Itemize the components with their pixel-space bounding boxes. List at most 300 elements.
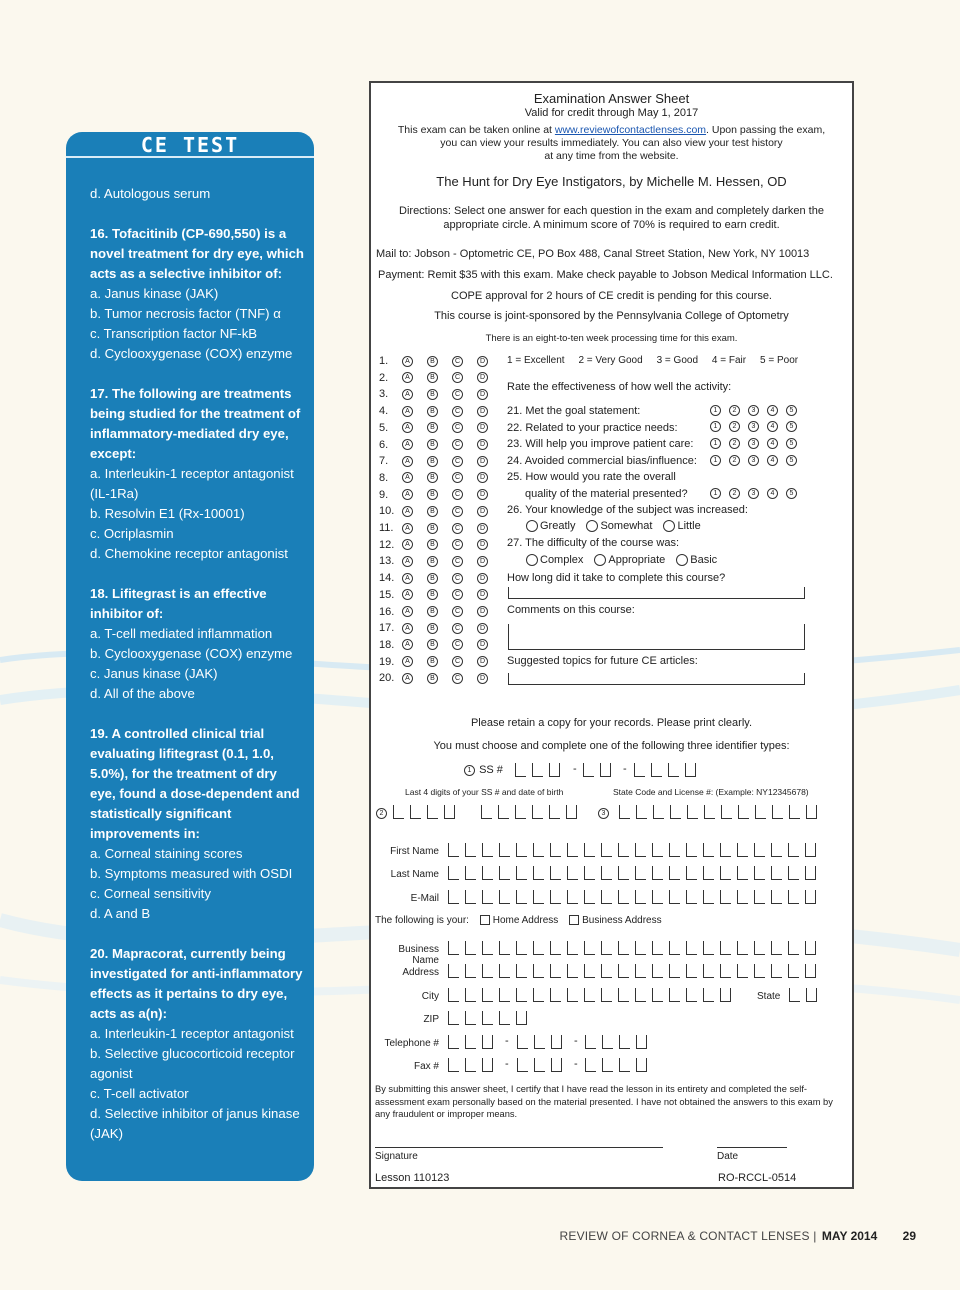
license-boxes[interactable]: [619, 805, 823, 819]
choice-radio[interactable]: [526, 520, 538, 532]
letter-box[interactable]: [465, 843, 476, 857]
address-field[interactable]: [448, 964, 822, 978]
letter-box[interactable]: [720, 890, 731, 904]
home-address-checkbox[interactable]: [480, 915, 490, 925]
letter-box[interactable]: [601, 866, 612, 880]
letter-box[interactable]: [550, 890, 561, 904]
answer-bubble-d[interactable]: D: [477, 439, 488, 450]
answer-bubble-c[interactable]: C: [452, 422, 463, 433]
answer-bubble-b[interactable]: B: [427, 523, 438, 534]
ce-option[interactable]: d. Chemokine receptor antagonist: [90, 546, 288, 561]
letter-box[interactable]: [550, 988, 561, 1002]
letter-box[interactable]: [652, 843, 663, 857]
telephone-line[interactable]: [585, 1035, 653, 1049]
rating-bubble[interactable]: 5: [786, 455, 797, 466]
ss-part-3[interactable]: [634, 763, 702, 777]
letter-box[interactable]: [669, 941, 680, 955]
letter-box[interactable]: [703, 988, 714, 1002]
rating-bubble[interactable]: 4: [767, 421, 778, 432]
ce-option[interactable]: c. Transcription factor NF-kB: [90, 326, 258, 341]
answer-bubble-d[interactable]: D: [477, 523, 488, 534]
ce-option[interactable]: a. Interleukin-1 receptor antagonist: [90, 1026, 294, 1041]
rating-bubble[interactable]: 4: [767, 405, 778, 416]
rating-bubble[interactable]: 3: [748, 421, 759, 432]
ce-option[interactable]: c. T-cell activator: [90, 1086, 189, 1101]
comments-field[interactable]: [508, 624, 805, 650]
answer-bubble-d[interactable]: D: [477, 589, 488, 600]
letter-box[interactable]: [601, 964, 612, 978]
answer-bubble-d[interactable]: D: [477, 489, 488, 500]
letter-box[interactable]: [703, 866, 714, 880]
letter-box[interactable]: [448, 890, 459, 904]
answer-bubble-b[interactable]: B: [427, 489, 438, 500]
letter-box[interactable]: [533, 964, 544, 978]
letter-box[interactable]: [448, 843, 459, 857]
answer-bubble-b[interactable]: B: [427, 389, 438, 400]
letter-box[interactable]: [771, 866, 782, 880]
letter-box[interactable]: [618, 964, 629, 978]
rating-bubble[interactable]: 1: [710, 488, 721, 499]
answer-bubble-a[interactable]: A: [402, 523, 413, 534]
answer-bubble-b[interactable]: B: [427, 422, 438, 433]
letter-box[interactable]: [533, 890, 544, 904]
choice-option[interactable]: [593, 554, 665, 566]
letter-box[interactable]: [465, 941, 476, 955]
business-name-field[interactable]: [448, 941, 822, 955]
answer-bubble-a[interactable]: A: [402, 472, 413, 483]
letter-box[interactable]: [635, 866, 646, 880]
letter-box[interactable]: [754, 843, 765, 857]
answer-bubble-c[interactable]: C: [452, 356, 463, 367]
ce-option[interactable]: d. All of the above: [90, 686, 195, 701]
suggested-field[interactable]: [508, 673, 805, 685]
letter-box[interactable]: [737, 941, 748, 955]
letter-box[interactable]: [448, 941, 459, 955]
telephone-area[interactable]: [448, 1035, 499, 1049]
letter-box[interactable]: [482, 941, 493, 955]
letter-box[interactable]: [788, 866, 799, 880]
answer-bubble-d[interactable]: D: [477, 422, 488, 433]
letter-box[interactable]: [567, 941, 578, 955]
letter-box[interactable]: [567, 890, 578, 904]
letter-box[interactable]: [652, 988, 663, 1002]
letter-box[interactable]: [686, 988, 697, 1002]
answer-bubble-d[interactable]: D: [477, 456, 488, 467]
letter-box[interactable]: [465, 988, 476, 1002]
choice-option[interactable]: [675, 554, 717, 566]
letter-box[interactable]: [669, 988, 680, 1002]
letter-box[interactable]: [533, 843, 544, 857]
letter-box[interactable]: [618, 843, 629, 857]
letter-box[interactable]: [465, 964, 476, 978]
answer-bubble-d[interactable]: D: [477, 673, 488, 684]
dob-boxes[interactable]: [481, 805, 583, 819]
letter-box[interactable]: [686, 866, 697, 880]
letter-box[interactable]: [737, 866, 748, 880]
letter-box[interactable]: [805, 941, 816, 955]
letter-box[interactable]: [499, 941, 510, 955]
letter-box[interactable]: [567, 843, 578, 857]
answer-bubble-d[interactable]: D: [477, 556, 488, 567]
zip-field[interactable]: [448, 1011, 533, 1025]
answer-bubble-c[interactable]: C: [452, 389, 463, 400]
rating-bubble[interactable]: 3: [748, 405, 759, 416]
answer-bubble-d[interactable]: D: [477, 639, 488, 650]
letter-box[interactable]: [482, 964, 493, 978]
letter-box[interactable]: [567, 964, 578, 978]
ce-option[interactable]: b. Selective glucocorticoid receptor agonist: [90, 1046, 295, 1081]
letter-box[interactable]: [635, 964, 646, 978]
id-type-2-radio[interactable]: 2: [376, 808, 387, 819]
letter-box[interactable]: [499, 988, 510, 1002]
letter-box[interactable]: [533, 988, 544, 1002]
letter-box[interactable]: [584, 941, 595, 955]
letter-box[interactable]: [686, 964, 697, 978]
letter-box[interactable]: [703, 941, 714, 955]
answer-bubble-c[interactable]: C: [452, 372, 463, 383]
letter-box[interactable]: [805, 843, 816, 857]
letter-box[interactable]: [754, 941, 765, 955]
letter-box[interactable]: [703, 843, 714, 857]
how-long-field[interactable]: [508, 587, 805, 599]
ce-option[interactable]: c. Ocriplasmin: [90, 526, 174, 541]
answer-bubble-a[interactable]: A: [402, 356, 413, 367]
answer-bubble-b[interactable]: B: [427, 456, 438, 467]
letter-box[interactable]: [771, 964, 782, 978]
letter-box[interactable]: [550, 866, 561, 880]
answer-bubble-a[interactable]: A: [402, 623, 413, 634]
letter-box[interactable]: [754, 866, 765, 880]
letter-box[interactable]: [805, 964, 816, 978]
answer-bubble-c[interactable]: C: [452, 656, 463, 667]
rating-bubble[interactable]: 2: [729, 421, 740, 432]
answer-bubble-d[interactable]: D: [477, 623, 488, 634]
rating-bubble[interactable]: 3: [748, 438, 759, 449]
letter-box[interactable]: [720, 941, 731, 955]
answer-bubble-a[interactable]: A: [402, 439, 413, 450]
answer-bubble-c[interactable]: C: [452, 623, 463, 634]
letter-box[interactable]: [601, 890, 612, 904]
answer-bubble-d[interactable]: D: [477, 389, 488, 400]
answer-bubble-b[interactable]: B: [427, 556, 438, 567]
answer-bubble-a[interactable]: A: [402, 422, 413, 433]
answer-bubble-c[interactable]: C: [452, 673, 463, 684]
choice-radio[interactable]: [676, 554, 688, 566]
answer-bubble-a[interactable]: A: [402, 506, 413, 517]
answer-bubble-d[interactable]: D: [477, 372, 488, 383]
email-field[interactable]: [448, 890, 822, 904]
answer-bubble-b[interactable]: B: [427, 573, 438, 584]
letter-box[interactable]: [482, 988, 493, 1002]
letter-box[interactable]: [499, 890, 510, 904]
fax-area[interactable]: [448, 1058, 499, 1072]
letter-box[interactable]: [482, 1011, 493, 1025]
answer-bubble-c[interactable]: C: [452, 506, 463, 517]
answer-bubble-c[interactable]: C: [452, 589, 463, 600]
id-type-1-radio[interactable]: 1: [464, 765, 475, 776]
letter-box[interactable]: [482, 843, 493, 857]
answer-bubble-a[interactable]: A: [402, 539, 413, 550]
letter-box[interactable]: [448, 1011, 459, 1025]
rating-bubble[interactable]: 2: [729, 438, 740, 449]
letter-box[interactable]: [669, 843, 680, 857]
rating-bubble[interactable]: 1: [710, 405, 721, 416]
letter-box[interactable]: [465, 890, 476, 904]
letter-box[interactable]: [805, 866, 816, 880]
letter-box[interactable]: [465, 1011, 476, 1025]
answer-bubble-b[interactable]: B: [427, 639, 438, 650]
answer-bubble-a[interactable]: A: [402, 656, 413, 667]
letter-box[interactable]: [771, 890, 782, 904]
rating-bubble[interactable]: 1: [710, 455, 721, 466]
letter-box[interactable]: [805, 890, 816, 904]
signature-line[interactable]: [375, 1147, 663, 1148]
rating-bubble[interactable]: 1: [710, 421, 721, 432]
letter-box[interactable]: [516, 988, 527, 1002]
answer-bubble-a[interactable]: A: [402, 456, 413, 467]
answer-bubble-c[interactable]: C: [452, 406, 463, 417]
answer-bubble-d[interactable]: D: [477, 539, 488, 550]
rating-bubble[interactable]: 2: [729, 455, 740, 466]
letter-box[interactable]: [601, 941, 612, 955]
ss-part-1[interactable]: [515, 763, 566, 777]
letter-box[interactable]: [516, 1011, 527, 1025]
letter-box[interactable]: [448, 988, 459, 1002]
answer-bubble-d[interactable]: D: [477, 506, 488, 517]
ce-option[interactable]: c. Corneal sensitivity: [90, 886, 211, 901]
letter-box[interactable]: [686, 890, 697, 904]
answer-bubble-c[interactable]: C: [452, 439, 463, 450]
letter-box[interactable]: [788, 843, 799, 857]
letter-box[interactable]: [788, 890, 799, 904]
choice-option[interactable]: [585, 520, 652, 532]
letter-box[interactable]: [635, 988, 646, 1002]
letter-box[interactable]: [533, 941, 544, 955]
state-field[interactable]: [789, 988, 823, 1002]
letter-box[interactable]: [788, 941, 799, 955]
letter-box[interactable]: [771, 843, 782, 857]
letter-box[interactable]: [703, 890, 714, 904]
answer-bubble-a[interactable]: A: [402, 406, 413, 417]
id-type-3-radio[interactable]: 3: [598, 808, 609, 819]
letter-box[interactable]: [703, 964, 714, 978]
answer-bubble-d[interactable]: D: [477, 573, 488, 584]
letter-box[interactable]: [652, 890, 663, 904]
business-address-checkbox[interactable]: [569, 915, 579, 925]
rating-bubble[interactable]: 2: [729, 488, 740, 499]
answer-bubble-a[interactable]: A: [402, 639, 413, 650]
letter-box[interactable]: [516, 890, 527, 904]
answer-bubble-a[interactable]: A: [402, 489, 413, 500]
telephone-prefix[interactable]: [517, 1035, 568, 1049]
ce-option[interactable]: a. Corneal staining scores: [90, 846, 243, 861]
letter-box[interactable]: [550, 941, 561, 955]
letter-box[interactable]: [499, 1011, 510, 1025]
letter-box[interactable]: [720, 866, 731, 880]
answer-bubble-b[interactable]: B: [427, 539, 438, 550]
rating-bubble[interactable]: 2: [729, 405, 740, 416]
letter-box[interactable]: [584, 964, 595, 978]
letter-box[interactable]: [771, 941, 782, 955]
letter-box[interactable]: [635, 941, 646, 955]
letter-box[interactable]: [584, 890, 595, 904]
ss-part-2[interactable]: [583, 763, 617, 777]
rating-bubble[interactable]: 4: [767, 455, 778, 466]
letter-box[interactable]: [465, 866, 476, 880]
letter-box[interactable]: [669, 964, 680, 978]
ce-option[interactable]: a. Interleukin-1 receptor antagonist (IL-1Ra): [90, 466, 294, 501]
fax-line[interactable]: [585, 1058, 653, 1072]
city-field[interactable]: [448, 988, 737, 1002]
answer-bubble-c[interactable]: C: [452, 573, 463, 584]
answer-bubble-a[interactable]: A: [402, 389, 413, 400]
letter-box[interactable]: [720, 988, 731, 1002]
answer-bubble-b[interactable]: B: [427, 372, 438, 383]
letter-box[interactable]: [618, 988, 629, 1002]
letter-box[interactable]: [737, 890, 748, 904]
choice-radio[interactable]: [586, 520, 598, 532]
answer-bubble-b[interactable]: B: [427, 472, 438, 483]
letter-box[interactable]: [499, 964, 510, 978]
answer-bubble-b[interactable]: B: [427, 673, 438, 684]
answer-bubble-c[interactable]: C: [452, 489, 463, 500]
letter-box[interactable]: [601, 843, 612, 857]
choice-option[interactable]: [525, 520, 575, 532]
rating-bubble[interactable]: 1: [710, 438, 721, 449]
answer-bubble-b[interactable]: B: [427, 623, 438, 634]
rating-bubble[interactable]: 3: [748, 488, 759, 499]
letter-box[interactable]: [720, 843, 731, 857]
rating-bubble[interactable]: 5: [786, 438, 797, 449]
letter-box[interactable]: [550, 964, 561, 978]
first-name-field[interactable]: [448, 843, 822, 857]
letter-box[interactable]: [448, 866, 459, 880]
letter-box[interactable]: [601, 988, 612, 1002]
ce-option[interactable]: d. A and B: [90, 906, 151, 921]
answer-bubble-d[interactable]: D: [477, 356, 488, 367]
answer-bubble-a[interactable]: A: [402, 556, 413, 567]
answer-bubble-b[interactable]: B: [427, 439, 438, 450]
last-name-field[interactable]: [448, 866, 822, 880]
letter-box[interactable]: [499, 843, 510, 857]
letter-box[interactable]: [618, 890, 629, 904]
letter-box[interactable]: [516, 964, 527, 978]
letter-box[interactable]: [652, 866, 663, 880]
letter-box[interactable]: [754, 964, 765, 978]
letter-box[interactable]: [669, 890, 680, 904]
letter-box[interactable]: [635, 890, 646, 904]
answer-bubble-a[interactable]: A: [402, 589, 413, 600]
answer-bubble-c[interactable]: C: [452, 523, 463, 534]
answer-bubble-d[interactable]: D: [477, 606, 488, 617]
answer-bubble-d[interactable]: D: [477, 472, 488, 483]
letter-box[interactable]: [635, 843, 646, 857]
answer-bubble-b[interactable]: B: [427, 506, 438, 517]
answer-bubble-b[interactable]: B: [427, 356, 438, 367]
ce-option[interactable]: b. Resolvin E1 (Rx-10001): [90, 506, 245, 521]
date-line[interactable]: [717, 1147, 787, 1148]
answer-bubble-a[interactable]: A: [402, 606, 413, 617]
letter-box[interactable]: [482, 866, 493, 880]
answer-bubble-c[interactable]: C: [452, 472, 463, 483]
choice-option[interactable]: [525, 554, 583, 566]
ce-option[interactable]: b. Tumor necrosis factor (TNF) α: [90, 306, 281, 321]
letter-box[interactable]: [737, 964, 748, 978]
choice-option[interactable]: [662, 520, 700, 532]
ce-option[interactable]: a. T-cell mediated inflammation: [90, 626, 273, 641]
ce-option[interactable]: b. Symptoms measured with OSDI: [90, 866, 293, 881]
rating-bubble[interactable]: 5: [786, 421, 797, 432]
answer-bubble-a[interactable]: A: [402, 673, 413, 684]
letter-box[interactable]: [652, 964, 663, 978]
rating-bubble[interactable]: 4: [767, 488, 778, 499]
choice-radio[interactable]: [526, 554, 538, 566]
letter-box[interactable]: [516, 866, 527, 880]
letter-box[interactable]: [669, 866, 680, 880]
letter-box[interactable]: [720, 964, 731, 978]
ce-option[interactable]: d. Cyclooxygenase (COX) enzyme: [90, 346, 293, 361]
letter-box[interactable]: [448, 964, 459, 978]
answer-bubble-a[interactable]: A: [402, 372, 413, 383]
answer-bubble-d[interactable]: D: [477, 406, 488, 417]
letter-box[interactable]: [550, 843, 561, 857]
letter-box[interactable]: [533, 866, 544, 880]
letter-box[interactable]: [516, 843, 527, 857]
letter-box[interactable]: [618, 941, 629, 955]
letter-box[interactable]: [686, 843, 697, 857]
rating-bubble[interactable]: 5: [786, 488, 797, 499]
ce-option[interactable]: b. Cyclooxygenase (COX) enzyme: [90, 646, 293, 661]
letter-box[interactable]: [652, 941, 663, 955]
ss-last4-boxes[interactable]: [393, 805, 461, 819]
letter-box[interactable]: [584, 988, 595, 1002]
ce-option[interactable]: a. Janus kinase (JAK): [90, 286, 219, 301]
online-link[interactable]: www.reviewofcontactlenses.com: [554, 124, 707, 136]
letter-box[interactable]: [499, 866, 510, 880]
rating-bubble[interactable]: 5: [786, 405, 797, 416]
rating-bubble[interactable]: 3: [748, 455, 759, 466]
letter-box[interactable]: [516, 941, 527, 955]
letter-box[interactable]: [686, 941, 697, 955]
letter-box[interactable]: [584, 866, 595, 880]
ce-option[interactable]: c. Janus kinase (JAK): [90, 666, 218, 681]
letter-box[interactable]: [618, 866, 629, 880]
letter-box[interactable]: [754, 890, 765, 904]
letter-box[interactable]: [567, 988, 578, 1002]
answer-bubble-c[interactable]: C: [452, 456, 463, 467]
rating-bubble[interactable]: 4: [767, 438, 778, 449]
answer-bubble-c[interactable]: C: [452, 606, 463, 617]
choice-radio[interactable]: [594, 554, 606, 566]
answer-bubble-b[interactable]: B: [427, 656, 438, 667]
letter-box[interactable]: [737, 843, 748, 857]
ce-option[interactable]: d. Selective inhibitor of janus kinase (JAK): [90, 1106, 300, 1141]
letter-box[interactable]: [788, 964, 799, 978]
answer-bubble-d[interactable]: D: [477, 656, 488, 667]
answer-bubble-c[interactable]: C: [452, 539, 463, 550]
letter-box[interactable]: [567, 866, 578, 880]
answer-bubble-b[interactable]: B: [427, 606, 438, 617]
answer-bubble-b[interactable]: B: [427, 589, 438, 600]
choice-radio[interactable]: [663, 520, 675, 532]
answer-bubble-a[interactable]: A: [402, 573, 413, 584]
letter-box[interactable]: [584, 843, 595, 857]
fax-prefix[interactable]: [517, 1058, 568, 1072]
letter-box[interactable]: [482, 890, 493, 904]
answer-bubble-c[interactable]: C: [452, 639, 463, 650]
answer-bubble-b[interactable]: B: [427, 406, 438, 417]
answer-bubble-c[interactable]: C: [452, 556, 463, 567]
